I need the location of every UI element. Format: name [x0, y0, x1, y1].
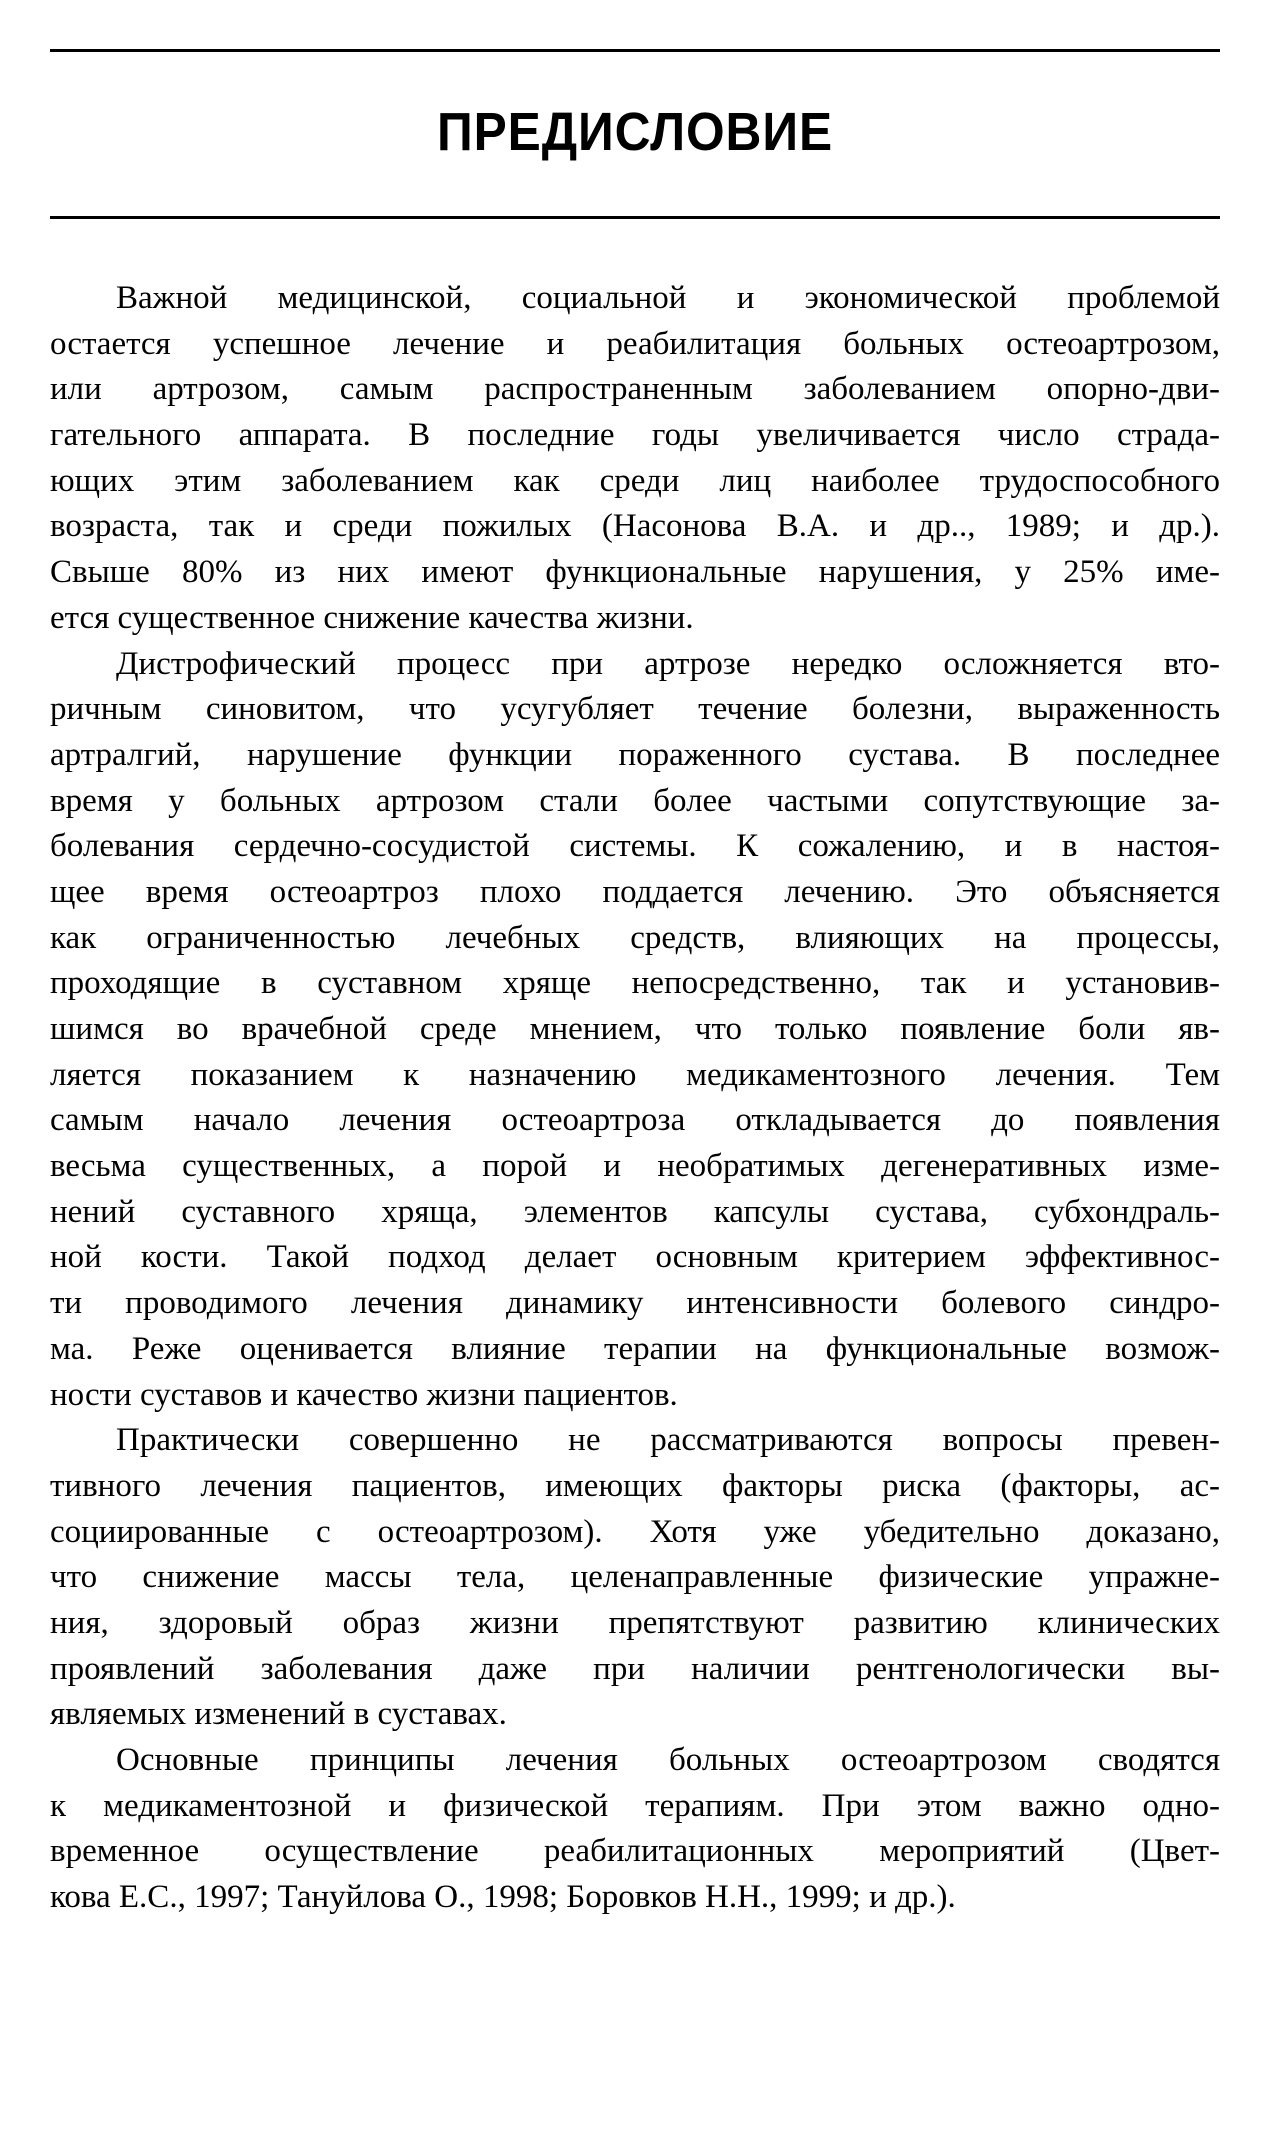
text-line: тивного лечения пациентов, имеющих факторы риска (факторы, ас-	[50, 1467, 1220, 1504]
text-line: ется существенное снижение качества жизни.	[50, 599, 694, 636]
text-line: Основные принципы лечения больных остеоартрозом сводятся	[116, 1742, 1220, 1778]
text-line: остается успешное лечение и реабилитация больных остеоартрозом,	[50, 325, 1220, 362]
page-title: ПРЕДИСЛОВИЕ	[436, 102, 834, 162]
paragraph	[50, 1418, 1220, 1738]
text-line: социированные с остеоартрозом). Хотя уже убедительно доказано,	[50, 1513, 1220, 1550]
text-line: нений суставного хряща, элементов капсулы сустава, субхондраль-	[50, 1193, 1220, 1230]
text-line: Важной медицинской, социальной и экономической проблемой	[116, 280, 1220, 316]
text-line: ти проводимого лечения динамику интенсивности болевого синдро-	[50, 1285, 1220, 1322]
text-line: гательного аппарата. В последние годы увеличивается число страда-	[50, 417, 1220, 454]
text-line: ной кости. Такой подход делает основным критерием эффективнос-	[50, 1239, 1220, 1276]
document-body	[50, 276, 1220, 1921]
text-line: болевания сердечно-сосудистой системы. К сожалению, и в настоя-	[50, 828, 1220, 865]
text-line: ющих этим заболеванием как среди лиц наиболее трудоспособного	[50, 462, 1220, 499]
paragraph	[50, 1738, 1220, 1921]
text-line: проходящие в суставном хряще непосредственно, так и установив-	[50, 965, 1220, 1002]
text-line: являемых изменений в суставах.	[50, 1696, 507, 1733]
text-line: шимся во врачебной среде мнением, что только появление боли яв-	[50, 1011, 1220, 1047]
text-line: ма. Реже оценивается влияние терапии на функциональные возмож-	[50, 1330, 1220, 1367]
text-line: ляется показанием к назначению медикаментозного лечения. Тем	[50, 1056, 1220, 1093]
text-line: Практически совершенно не рассматриваются вопросы превен-	[116, 1422, 1220, 1459]
text-line: временное осуществление реабилитационных мероприятий (Цвет-	[50, 1833, 1220, 1870]
bottom-rule	[50, 216, 1220, 219]
text-line: ности суставов и качество жизни пациентов.	[50, 1376, 678, 1413]
text-line: как ограниченностью лечебных средств, влияющих на процессы,	[50, 919, 1220, 956]
text-line: ричным синовитом, что усугубляет течение болезни, выраженность	[50, 691, 1220, 728]
paragraph	[50, 642, 1220, 1419]
text-line: самым начало лечения остеоартроза откладывается до появления	[50, 1102, 1220, 1139]
text-line: артралгий, нарушение функции пораженного сустава. В последнее	[50, 736, 1220, 773]
text-line: что снижение массы тела, целенаправленные физические упражне-	[50, 1559, 1220, 1596]
text-line: или артрозом, самым распространенным заболеванием опорно-дви-	[50, 371, 1220, 408]
text-line: к медикаментозной и физической терапиям. При этом важно одно-	[50, 1787, 1220, 1824]
text-line: щее время остеоартроз плохо поддается лечению. Это объясняется	[50, 873, 1220, 910]
top-rule	[50, 49, 1220, 52]
text-line: Свыше 80% из них имеют функциональные нарушения, у 25% име-	[50, 554, 1220, 591]
text-line: время у больных артрозом стали более частыми сопутствующие за-	[50, 782, 1220, 819]
text-line: весьма существенных, а порой и необратимых дегенеративных изме-	[50, 1148, 1220, 1185]
text-line: Дистрофический процесс при артрозе нередко осложняется вто-	[116, 645, 1220, 682]
text-line: возраста, так и среди пожилых (Насонова В.А. и др.., 1989; и др.).	[50, 508, 1220, 545]
text-line: проявлений заболевания даже при наличии рентгенологически вы-	[50, 1650, 1220, 1687]
paragraph	[50, 276, 1220, 642]
text-line: ния, здоровый образ жизни препятствуют развитию клинических	[50, 1604, 1220, 1641]
text-line: кова Е.С., 1997; Тануйлова О., 1998; Боровков Н.Н., 1999; и др.).	[50, 1879, 956, 1916]
